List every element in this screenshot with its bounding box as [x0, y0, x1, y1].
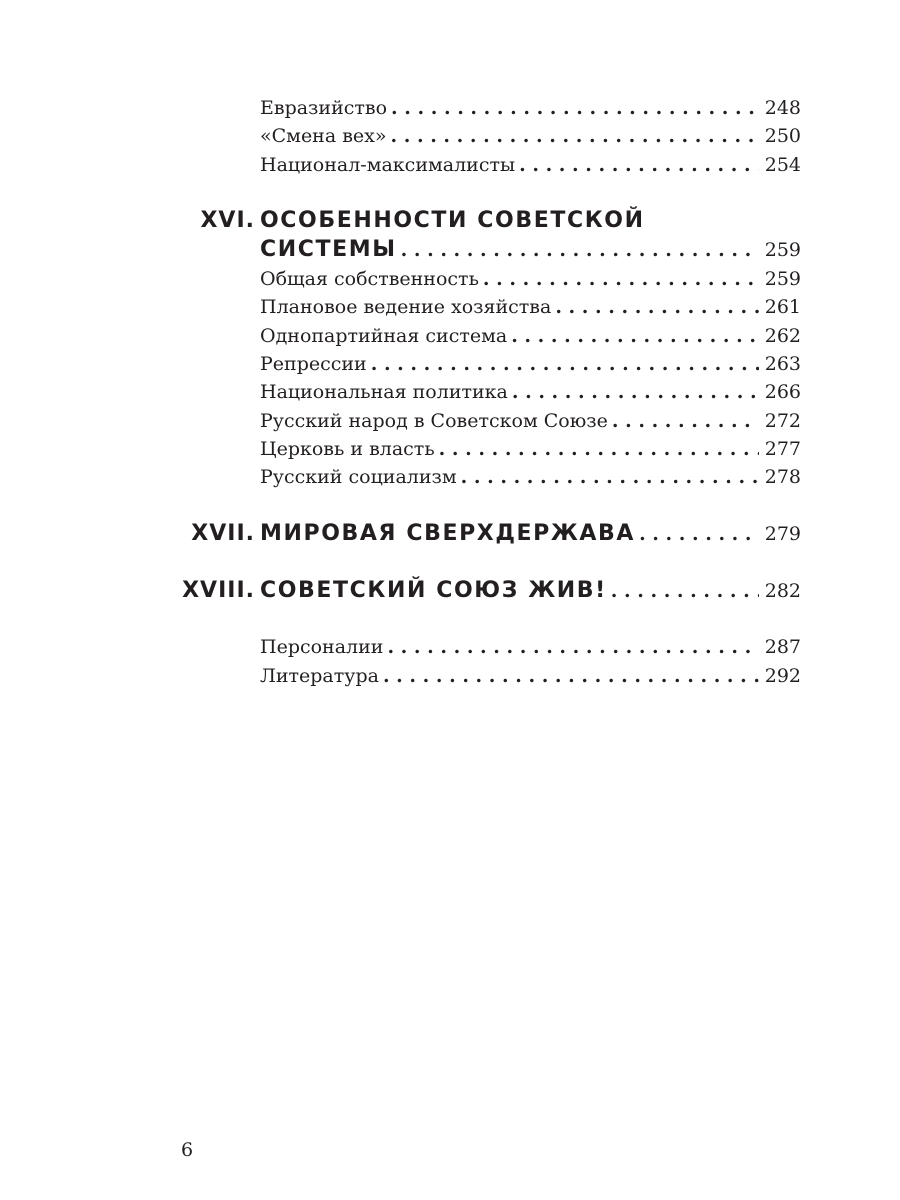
- dot-leader: [383, 662, 759, 690]
- toc-entry-title: Русский социализм: [260, 463, 461, 491]
- chapter-xvi-title-line2: СИСТЕМЫ: [260, 235, 401, 265]
- dot-leader: [387, 633, 758, 661]
- toc-entry-page: 262: [759, 322, 801, 350]
- toc-entry-russian-socialism[interactable]: [260, 463, 801, 491]
- toc-entry-repressions[interactable]: [260, 350, 801, 378]
- dot-leader: [371, 350, 759, 378]
- dot-leader: [401, 235, 759, 265]
- dot-leader: [639, 519, 759, 549]
- toc-entry-page: 277: [759, 435, 801, 463]
- chapter-xviii-title: СОВЕТСКИЙ СОЮЗ ЖИВ!: [260, 576, 611, 606]
- toc-entry-title: «Смена вех»: [260, 122, 391, 150]
- toc-entry-title: Евразийство: [260, 94, 391, 122]
- chapter-xvi-number: XVI.: [200, 208, 255, 233]
- toc-entry-title: Общая собственность: [260, 265, 483, 293]
- dot-leader: [555, 293, 758, 321]
- toc-entry-title: Персоналии: [260, 633, 387, 661]
- toc-entry-smena-vekh[interactable]: [260, 122, 801, 150]
- toc-entry-page: 248: [759, 94, 801, 122]
- dot-leader: [611, 576, 759, 606]
- toc-entry-page: 282: [759, 576, 801, 606]
- toc-entry-common-property[interactable]: [260, 265, 801, 293]
- toc-entry-page: 259: [759, 265, 801, 293]
- dot-leader: [519, 151, 759, 179]
- toc-entry-title: Русский народ в Советском Союзе: [260, 407, 612, 435]
- toc-entry-title: Репрессии: [260, 350, 371, 378]
- chapter-xvii-number: XVII.: [191, 521, 255, 546]
- toc-entry-page: 287: [759, 633, 801, 661]
- toc-entry-national-policy[interactable]: [260, 378, 801, 406]
- toc-entry-eurasianism[interactable]: [260, 94, 801, 122]
- toc-entry-russian-people[interactable]: [260, 407, 801, 435]
- toc-entry-literature[interactable]: [260, 662, 801, 690]
- toc-entry-page: 272: [759, 407, 801, 435]
- toc-entry-title: Национальная политика: [260, 378, 512, 406]
- toc-entry-title: Однопартийная система: [260, 322, 511, 350]
- dot-leader: [511, 322, 759, 350]
- toc-entry-one-party-system[interactable]: [260, 322, 801, 350]
- chapter-xvii-title: МИРОВАЯ СВЕРХДЕРЖАВА: [260, 519, 639, 549]
- toc-entry-page: 266: [759, 378, 801, 406]
- chapter-xvi-title-line1[interactable]: ОСОБЕННОСТИ СОВЕТСКОЙ: [260, 208, 645, 233]
- toc-chapter-xviii[interactable]: [260, 576, 801, 606]
- toc-entry-title: Национал-максималисты: [260, 151, 519, 179]
- toc-entry-page: 278: [759, 463, 801, 491]
- dot-leader: [612, 407, 759, 435]
- page-number: 6: [181, 1139, 194, 1161]
- dot-leader: [439, 435, 759, 463]
- dot-leader: [512, 378, 759, 406]
- toc-entry-title: Плановое ведение хозяйства: [260, 293, 555, 321]
- toc-entry-national-maximalists[interactable]: [260, 151, 801, 179]
- dot-leader: [391, 122, 759, 150]
- toc-entry-page: 250: [759, 122, 801, 150]
- dot-leader: [483, 265, 759, 293]
- dot-leader: [461, 463, 759, 491]
- toc-entry-page: 261: [759, 293, 801, 321]
- toc-entry-church-and-power[interactable]: [260, 435, 801, 463]
- toc-entry-planned-economy[interactable]: [260, 293, 801, 321]
- toc-entry-personalia[interactable]: [260, 633, 801, 661]
- toc-entry-title: Литература: [260, 662, 383, 690]
- chapter-xviii-number: XVIII.: [182, 578, 255, 603]
- toc-entry-page: 292: [759, 662, 801, 690]
- toc-entry-page: 279: [759, 519, 801, 549]
- toc-entry-page: 254: [759, 151, 801, 179]
- toc-entry-page: 263: [759, 350, 801, 378]
- toc-entry-page: 259: [759, 235, 801, 265]
- dot-leader: [391, 94, 759, 122]
- toc-chapter-xvi[interactable]: [260, 235, 801, 265]
- toc-entry-title: Церковь и власть: [260, 435, 439, 463]
- toc-chapter-xvii[interactable]: [260, 519, 801, 549]
